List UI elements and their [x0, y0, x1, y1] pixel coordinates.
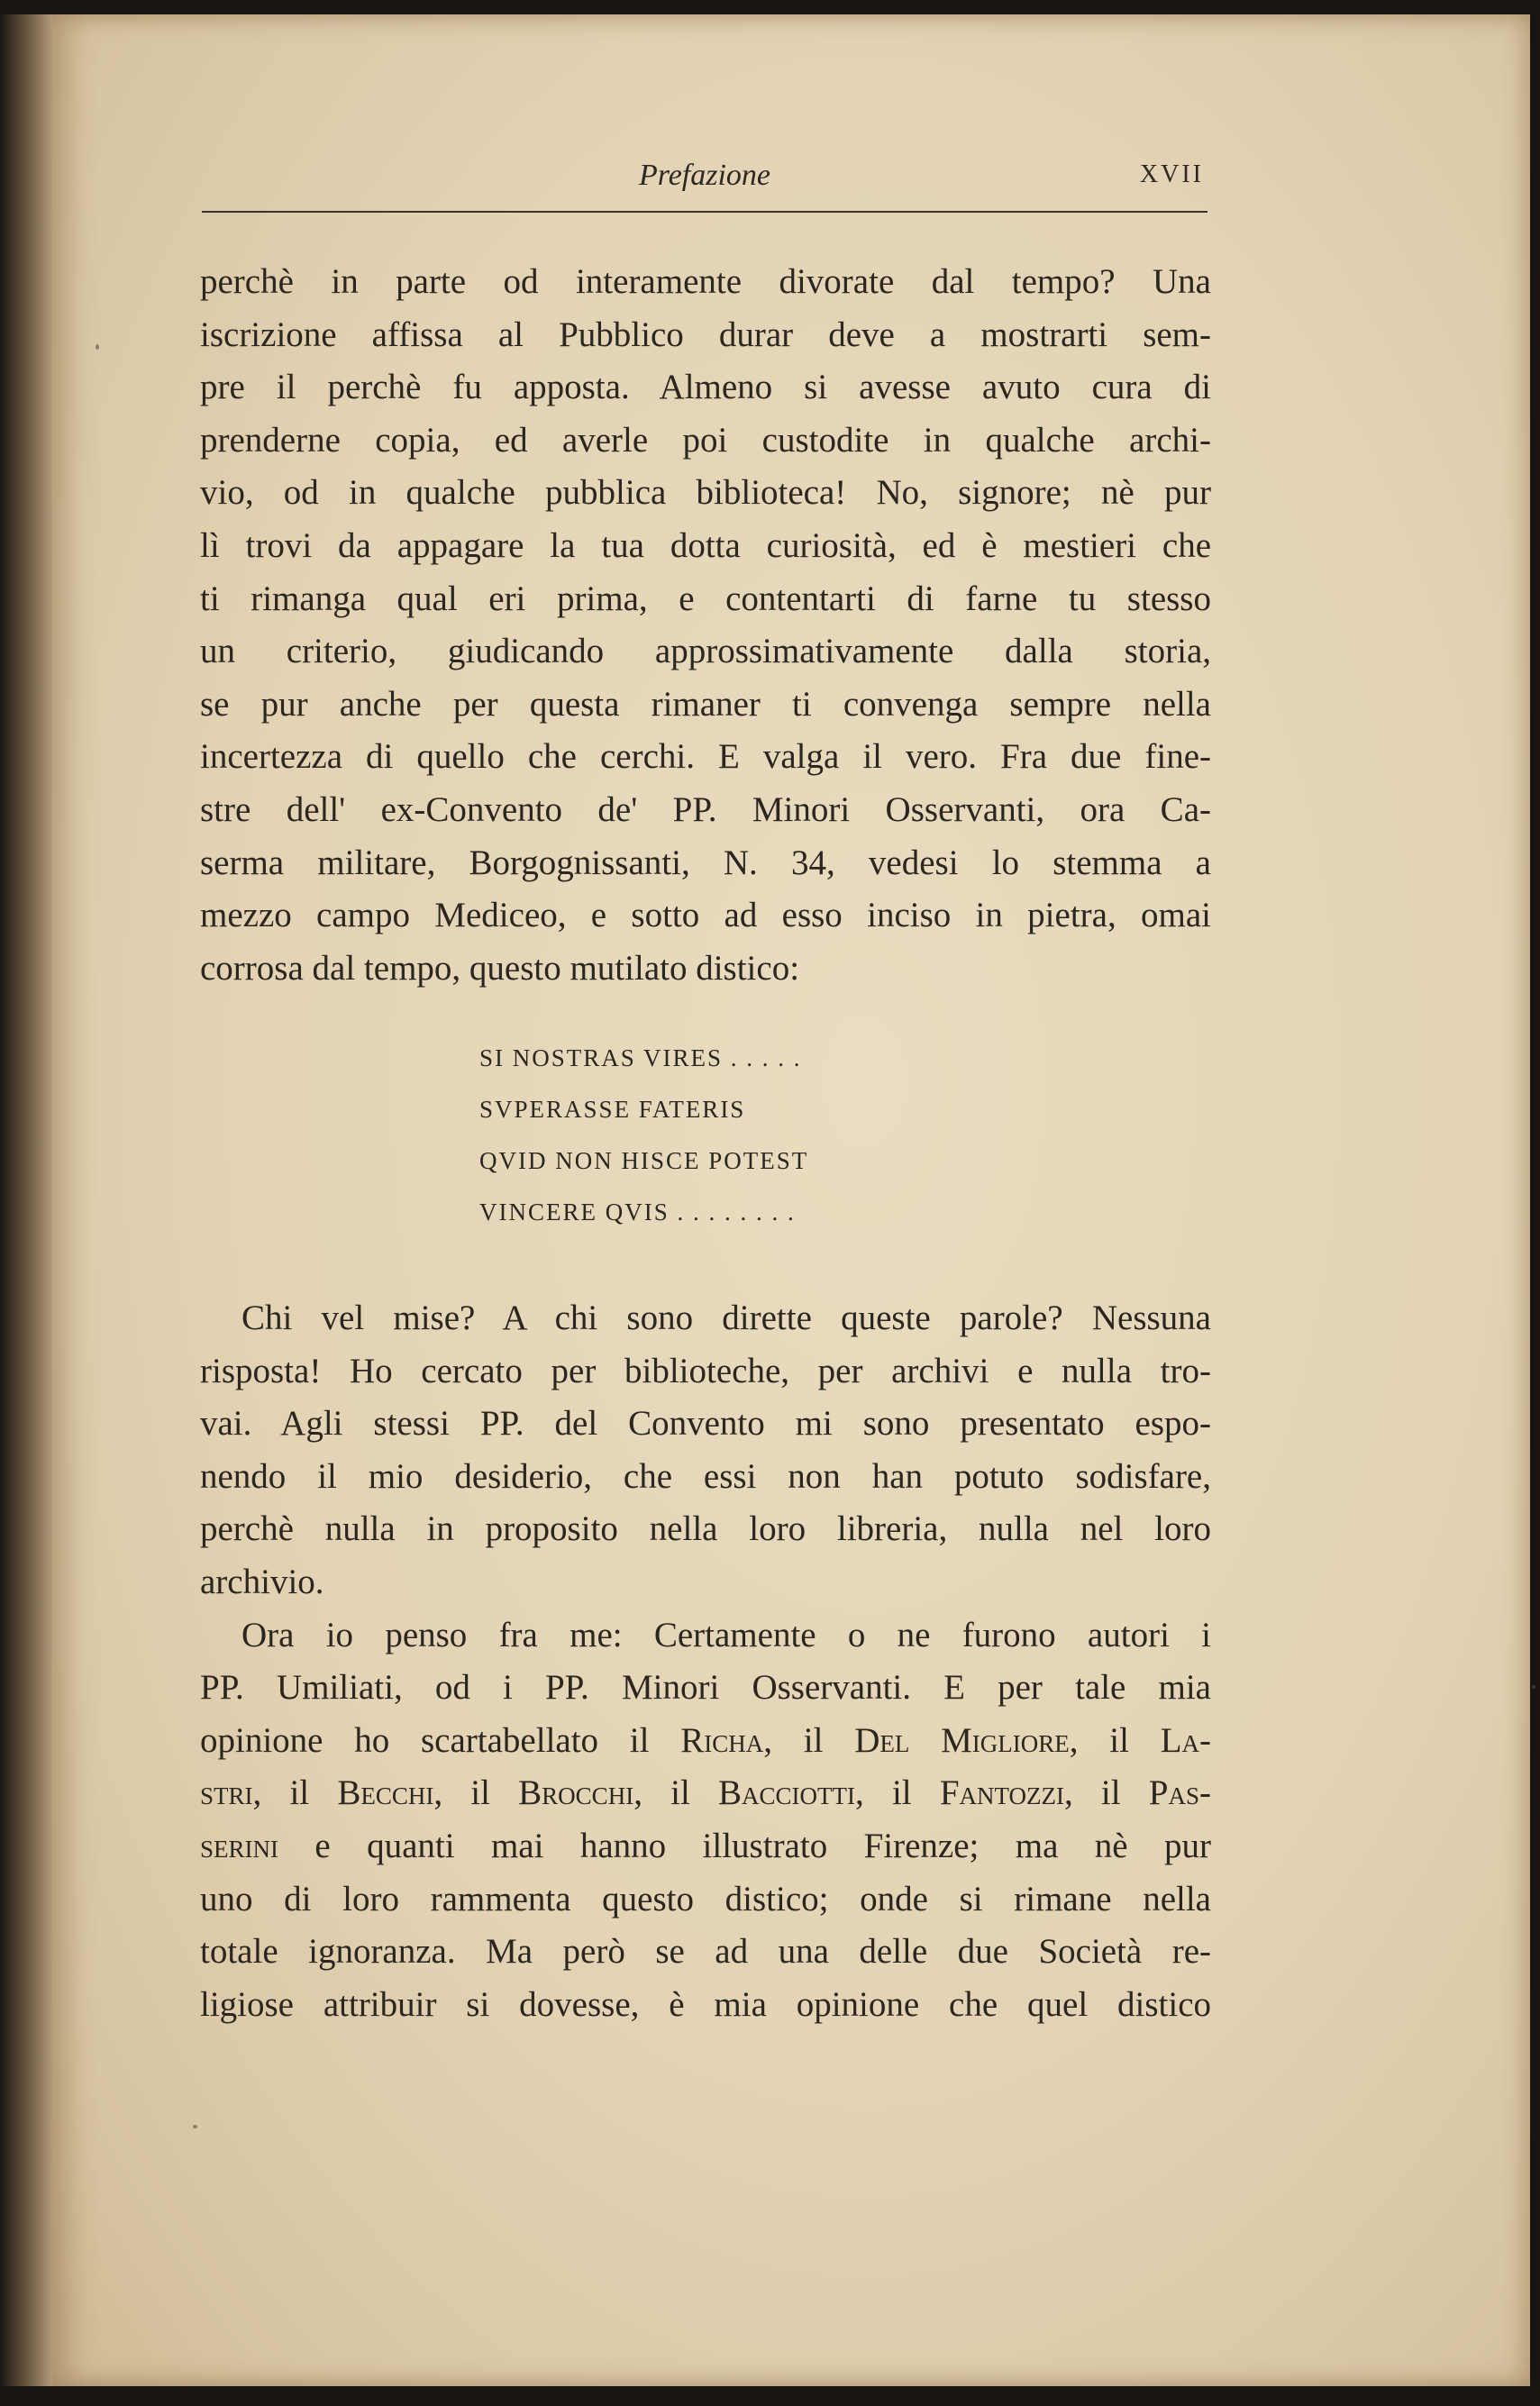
text-line: archivio.	[200, 1562, 324, 1601]
text-fragment: , il	[763, 1720, 855, 1760]
text-fragment: , il	[433, 1773, 519, 1813]
inscription-line: SI NOSTRAS VIRES . . . . .	[479, 1044, 802, 1071]
author-name: Richa	[680, 1720, 764, 1760]
text-line: mezzo campo Mediceo, e sotto ad esso inciso in pietra, omai	[200, 896, 1211, 935]
text-line: pre il perchè fu apposta. Almeno si avesse avuto cura di	[200, 368, 1211, 407]
page-number: XVII	[1139, 160, 1204, 188]
text-line: se pur anche per questa rimaner ti convenga sempre nella	[200, 684, 1211, 724]
inscription-line: QVID NON HISCE POTEST	[479, 1147, 809, 1174]
text-line: perchè nulla in proposito nella loro libreria, nulla nel loro	[200, 1509, 1211, 1549]
paragraph-1	[200, 256, 1211, 995]
text-line: PP. Umiliati, od i PP. Minori Osservanti. E per tale mia	[200, 1668, 1211, 1708]
text-line: Chi vel mise? A chi sono dirette queste parole? Nessuna	[241, 1299, 1211, 1337]
author-name: Pas-	[1148, 1773, 1211, 1813]
author-name: serini	[200, 1826, 278, 1865]
text-line: lì trovi da appagare la tua dotta curiosità, ed è mestieri che	[200, 525, 1211, 565]
text-fragment: , il	[1069, 1720, 1161, 1760]
author-name: La-	[1160, 1720, 1211, 1760]
author-name: Bacciotti	[718, 1773, 855, 1813]
text-line: iscrizione affissa al Pubblico durar deve a mostrarti sem-	[200, 314, 1211, 354]
text-line	[200, 1767, 1211, 1820]
text-line: vai. Agli stessi PP. del Convento mi sono presentato espo-	[200, 1404, 1211, 1444]
paper-speck	[1532, 1685, 1535, 1689]
text-line: Ora io penso fra me: Certamente o ne furono autori i	[241, 1615, 1211, 1654]
text-fragment: opinione ho scartabellato il	[200, 1720, 681, 1760]
text-line: totale ignoranza. Ma però se ad una delle due Società re-	[200, 1932, 1211, 1972]
inscription-line: VINCERE QVIS . . . . . . . .	[479, 1198, 796, 1226]
text-line: un criterio, giudicando approssimativamente dalla storia,	[200, 632, 1211, 671]
author-name: Fantozzi	[939, 1773, 1064, 1813]
paragraphs-2-3	[200, 1292, 1211, 2031]
text-line: serma militare, Borgognissanti, N. 34, vedesi lo stemma a	[200, 843, 1211, 882]
author-name: stri	[200, 1773, 253, 1813]
text-line	[200, 1715, 1211, 1768]
text-line: ti rimanga qual eri prima, e contentarti di farne tu stesso	[200, 579, 1211, 618]
paper-speck	[193, 2125, 197, 2128]
text-line: ligiose attribuir si dovesse, è mia opinione che quel distico	[200, 1984, 1211, 2024]
text-line: uno di loro rammenta questo distico; onde si rimane nella	[200, 1879, 1211, 1918]
text-line: vio, od in qualche pubblica biblioteca! No, signore; nè pur	[200, 473, 1211, 513]
text-fragment: , il	[252, 1773, 338, 1813]
inscription-distich	[479, 1033, 808, 1238]
text-fragment: , il	[1063, 1773, 1149, 1813]
text-line: prenderne copia, ed averle poi custodite in qualche archi-	[200, 420, 1211, 460]
text-fragment: , il	[633, 1773, 718, 1813]
paper-speck	[96, 344, 99, 350]
text-line: stre dell' ex-Convento de' PP. Minori Osservanti, ora Ca-	[200, 789, 1211, 829]
text-line: nendo il mio desiderio, che essi non han potuto sodisfare,	[200, 1456, 1211, 1496]
text-line: perchè in parte od interamente divorate dal tempo? Una	[200, 262, 1211, 301]
author-name: Becchi	[337, 1773, 434, 1813]
author-name: Brocchi	[518, 1773, 634, 1813]
text-line: risposta! Ho cercato per biblioteche, per archivi e nulla tro-	[200, 1351, 1211, 1390]
running-title: Prefazione	[638, 159, 771, 192]
page-header	[202, 155, 1207, 213]
text-fragment: e quanti mai hanno illustrato Firenze; ma nè pur	[278, 1826, 1211, 1865]
text-line: corrosa dal tempo, questo mutilato distico:	[200, 948, 800, 988]
text-line: incertezza di quello che cerchi. E valga il vero. Fra due fine-	[200, 737, 1211, 777]
inscription-line: SVPERASSE FATERIS	[479, 1096, 746, 1123]
text-line	[200, 1820, 1211, 1873]
text-fragment: , il	[855, 1773, 940, 1813]
author-name: Del Migliore	[854, 1720, 1070, 1760]
